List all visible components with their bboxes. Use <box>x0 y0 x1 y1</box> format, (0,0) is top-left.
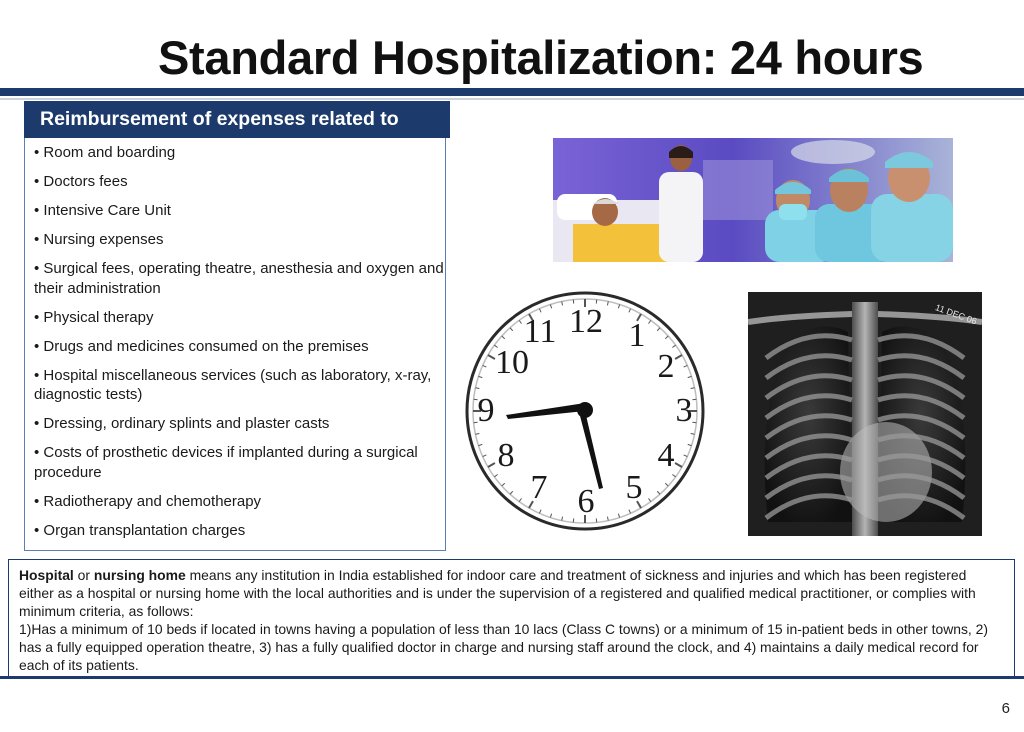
title-divider-thin <box>0 98 1024 100</box>
clock-numeral-6: 6 <box>577 483 595 520</box>
list-item: • Room and boarding <box>34 144 176 161</box>
clock-numeral-11: 11 <box>523 313 557 350</box>
reimbursement-list <box>34 143 444 550</box>
list-item: • Organ transplantation charges <box>34 521 246 539</box>
list-item: • Nursing expenses <box>34 231 164 248</box>
clock-numeral-1: 1 <box>628 317 646 354</box>
clock-numeral-12: 12 <box>569 303 603 340</box>
chest-xray-image <box>748 292 982 536</box>
clock-numeral-7: 7 <box>530 469 548 506</box>
page-number: 6 <box>1001 700 1010 717</box>
clock-face <box>462 288 708 534</box>
clock-numeral-4: 4 <box>657 437 675 474</box>
list-item: • Physical therapy <box>34 308 154 326</box>
term-nursing-home: nursing home <box>93 567 186 583</box>
footer-divider <box>0 676 1024 679</box>
slide-title: Standard Hospitalization: 24 hours <box>158 31 924 84</box>
clock-numeral-10: 10 <box>495 344 529 381</box>
term-hospital: Hospital <box>19 567 74 583</box>
definition-criteria: 1)Has a minimum of 10 beds if located in towns having a population of less than 10 lacs (Class C towns) or a minimum of 15 in-patient beds in other towns, 2) has a fully equipped operation theatre, 3) has a fully qualified doctor in charge and nursing staff around the clock, and 4) maintains a daily medical record for each of its patients. <box>19 621 988 674</box>
definition-text: means any institution in India established for indoor care and treatment of sickness and injuries and which has been registered either as a hospital or nursing home with the local authorities and is under the supervision of a registered and qualified medical practitioner, or complies with minimum criteria, as follows: <box>19 567 976 620</box>
list-item: • Intensive Care Unit <box>34 202 171 219</box>
definition-paragraph <box>19 566 1004 620</box>
clock-numeral-2: 2 <box>657 348 675 385</box>
title-divider <box>0 88 1024 96</box>
list-item: • Hospital miscellaneous services (such as laboratory, x-ray, diagnostic tests) <box>34 366 432 403</box>
reimbursement-header: Reimbursement of expenses related to <box>24 101 450 138</box>
list-item: • Costs of prosthetic devices if implanted during a surgical procedure <box>34 444 418 481</box>
hospital-staff-photo <box>553 138 953 262</box>
list-item: • Doctors fees <box>34 173 128 190</box>
clock-numeral-5: 5 <box>625 469 643 506</box>
hospital-definition-box <box>8 559 1015 677</box>
list-item: • Surgical fees, operating theatre, anesthesia and oxygen and their administration <box>34 260 444 297</box>
list-item: • Radiotherapy and chemotherapy <box>34 492 262 510</box>
definition-connector: or <box>73 567 94 583</box>
wall-clock <box>462 288 708 534</box>
chest-xray-illustration <box>748 292 982 536</box>
list-item: • Dressing, ordinary splints and plaster casts <box>34 415 330 432</box>
clock-numeral-9: 9 <box>477 392 495 429</box>
hospital-staff-illustration <box>553 138 953 262</box>
list-item: • Drugs and medicines consumed on the premises <box>34 337 369 355</box>
clock-center-pin <box>577 402 593 418</box>
xray-marker-text: 11 DEC 06 <box>933 302 979 327</box>
clock-numeral-3: 3 <box>675 392 693 429</box>
clock-numeral-8: 8 <box>497 437 515 474</box>
